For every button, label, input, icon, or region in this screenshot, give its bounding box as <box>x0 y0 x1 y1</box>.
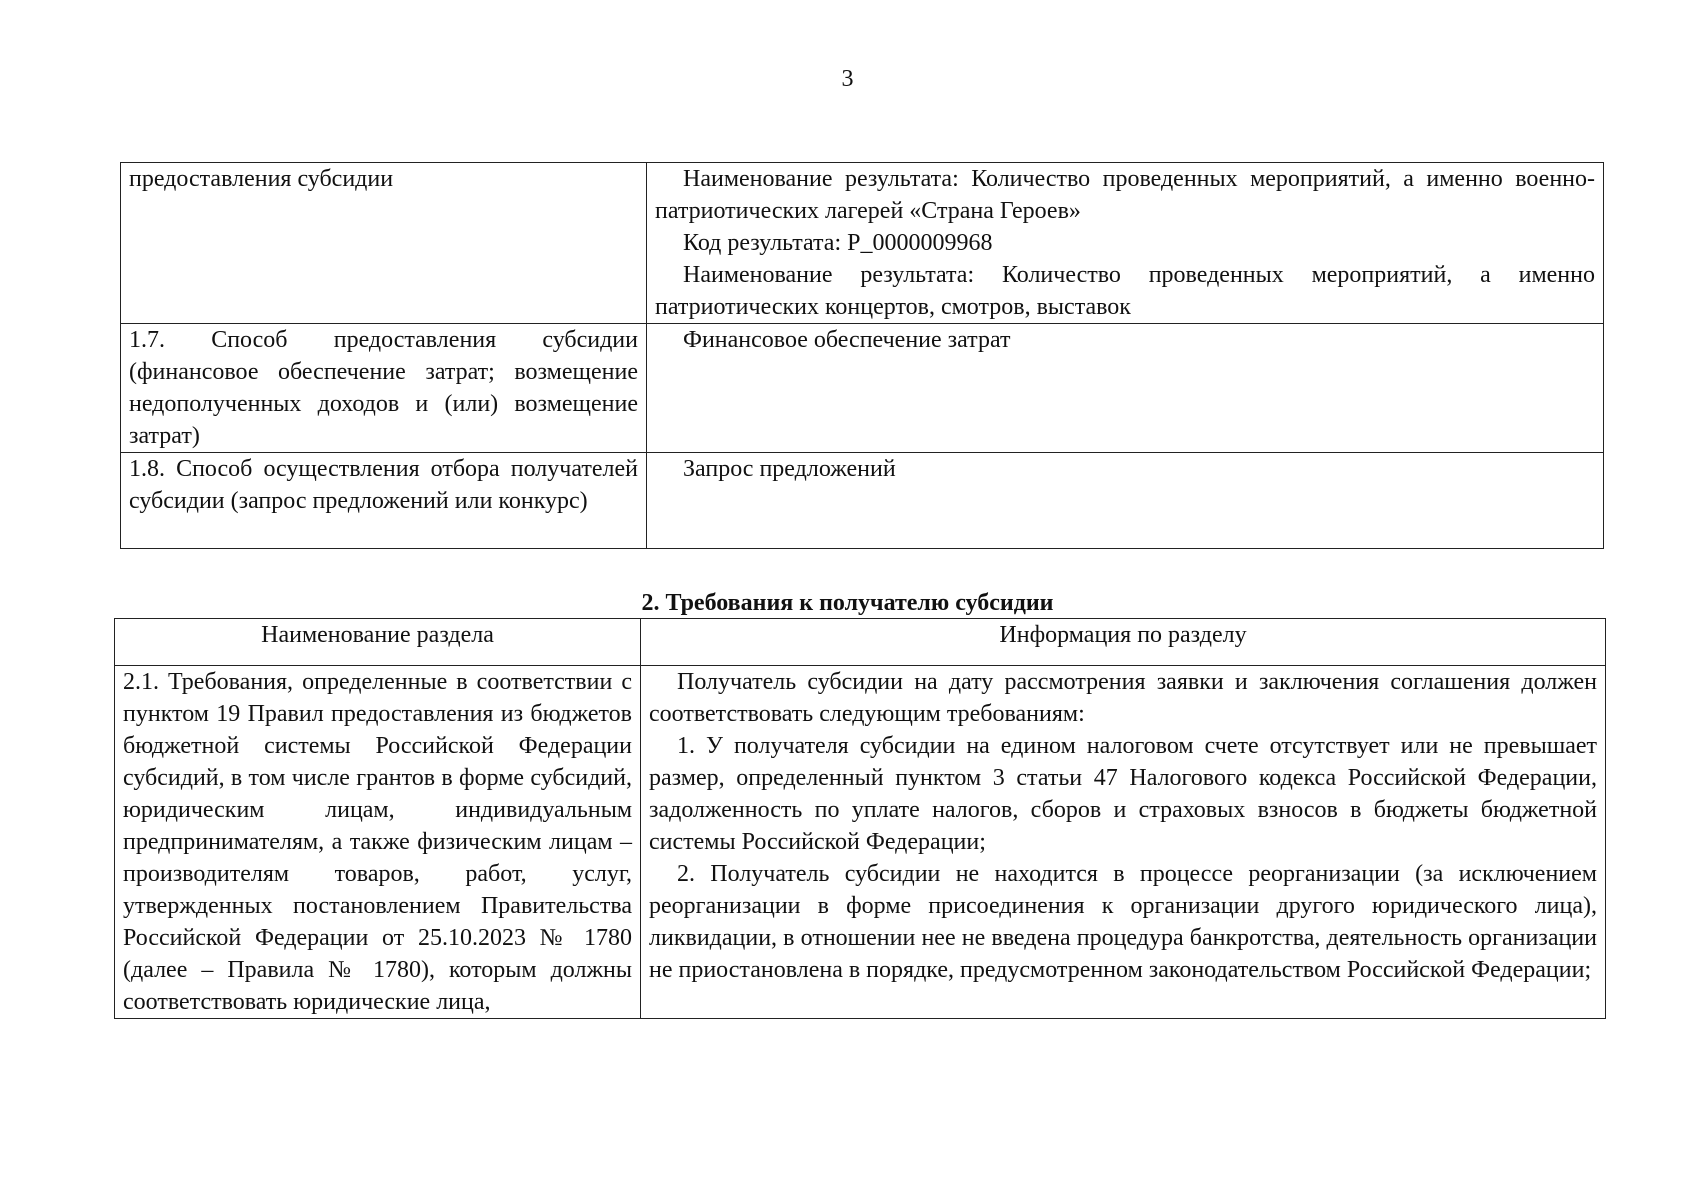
row-value <box>647 453 1604 549</box>
requirements-table <box>114 618 1606 1019</box>
row-label-text: 1.8. Способ осуществления отбора получателей субсидии (запрос предложений или конкурс) <box>129 456 638 514</box>
header-section-info: Информация по разделу <box>641 619 1606 666</box>
requirement-intro: Получатель субсидии на дату рассмотрения заявки и заключения соглашения должен соответствовать следующим требованиям: <box>649 669 1597 727</box>
table-row <box>121 324 1604 453</box>
table-row <box>121 163 1604 324</box>
page-number: 3 <box>841 66 854 92</box>
table-header-row <box>115 619 1606 666</box>
row-label <box>121 163 647 324</box>
row-label <box>121 324 647 453</box>
row-value-text: Запрос предложений <box>683 456 896 482</box>
table-row <box>115 666 1606 1019</box>
row-label-text: 2.1. Требования, определенные в соответствии с пунктом 19 Правил предоставления из бюджетов бюджетной системы Российской Федерации субсидий, в том числе грантов в форме субсидий, юридическим лицам, индивидуальным предпринимателям, а также физическим лицам – производителям товаров, работ, услуг, утвержденных постановлением Правительства Российской Федерации от 25.10.2023 № 1780 (далее – Правила № 1780), которым должны соответствовать юридические лица, <box>123 669 632 1015</box>
result-name-2: Наименование результата: Количество проведенных мероприятий, а именно патриотических концертов, смотров, выставок <box>655 262 1595 320</box>
row-value <box>647 163 1604 324</box>
row-value-text: Финансовое обеспечение затрат <box>683 327 1011 353</box>
result-name-1: Наименование результата: Количество проведенных мероприятий, а именно военно-патриотических лагерей «Страна Героев» <box>655 166 1595 224</box>
row-label <box>121 453 647 549</box>
table-row <box>121 453 1604 549</box>
row-label-text: предоставления субсидии <box>129 166 394 192</box>
requirement-2: 2. Получатель субсидии не находится в процессе реорганизации (за исключением реорганизации в форме присоединения к организации другого юридического лица), ликвидации, в отношении нее не введена процедура банкротства, деятельность организации не приостановлена в порядке, предусмотренном законодательством Российской Федерации; <box>649 861 1597 983</box>
requirement-1: 1. У получателя субсидии на едином налоговом счете отсутствует или не превышает размер, определенный пунктом 3 статьи 47 Налогового кодекса Российской Федерации, задолженность по уплате налогов, сборов и страховых взносов в бюджеты бюджетной системы Российской Федерации; <box>649 733 1597 855</box>
section-title: 2. Требования к получателю субсидии <box>641 590 1054 616</box>
row-value <box>641 666 1606 1019</box>
subsidy-info-table <box>120 162 1604 549</box>
row-label-text: 1.7. Способ предоставления субсидии (финансовое обеспечение затрат; возмещение недополученных доходов и (или) возмещение затрат) <box>129 327 638 449</box>
header-section-name: Наименование раздела <box>115 619 641 666</box>
row-label <box>115 666 641 1019</box>
row-value <box>647 324 1604 453</box>
result-code: Код результата: Р_0000009968 <box>683 230 993 256</box>
